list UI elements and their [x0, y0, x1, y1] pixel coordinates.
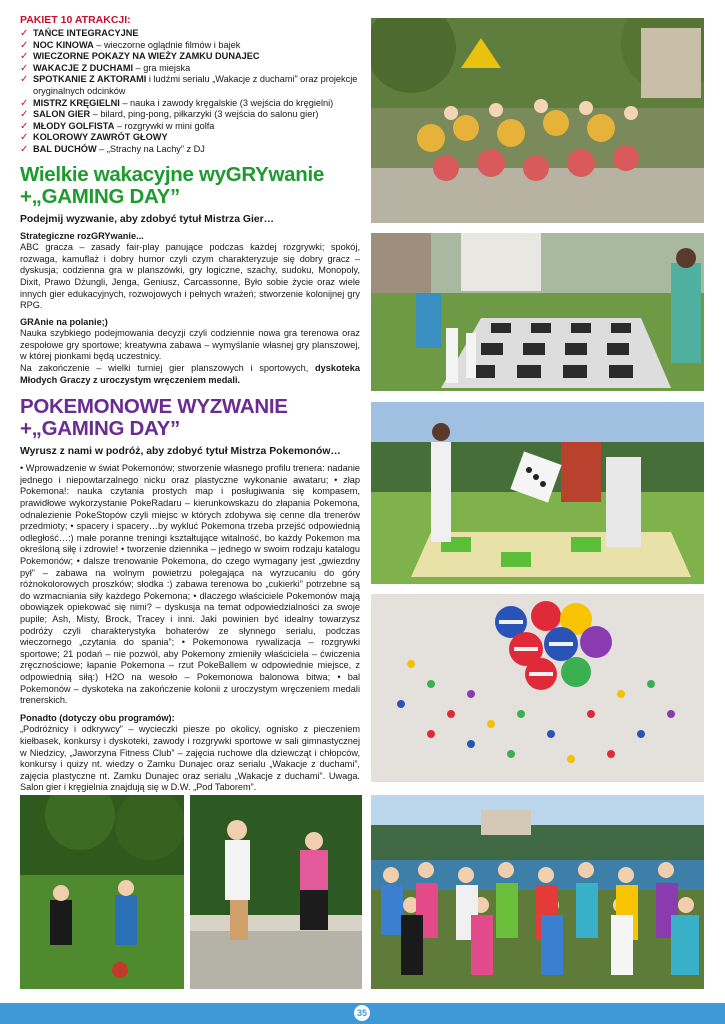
attraction-item: [20, 109, 360, 121]
attraction-text: [33, 109, 318, 121]
attraction-text: [33, 40, 240, 52]
attraction-desc: – rozgrywki w mini golfa: [114, 120, 215, 131]
checkmark-icon: ✓: [20, 62, 29, 74]
checkmark-icon: ✓: [20, 120, 29, 132]
package-title: PAKIET 10 ATRAKCJI:: [20, 14, 131, 26]
attraction-name: WIECZORNE POKAZY NA WIEŻY ZAMKU DUNAJEC: [33, 51, 260, 62]
text-column: [20, 14, 360, 794]
attraction-name: NOC KINOWA: [33, 39, 94, 50]
attraction-item: [20, 132, 360, 144]
attraction-desc: i ludźmi serialu „Wakacje z duchami” oraz projekcje oryginalnych odcinków: [33, 74, 358, 96]
gaming-title-line1: Wielkie wakacyjne wyGRYwanie: [20, 162, 324, 186]
gaming-finale-plain: Na zakończenie – wielki turniej gier planszowych i sportowych,: [20, 363, 316, 374]
checkmark-icon: ✓: [20, 109, 29, 121]
attraction-name: WAKACJE Z DUCHAMI: [33, 62, 134, 73]
gaming-text-strategy: ABC gracza – zasady fair-play panujące podczas każdej rozgrywki; spokój, rozwaga, kamuflaż i dobry humor czyli czym charakteryzuje się dobry gracz – dyskusja; codzienna gra w planszówki, gry logiczne, szachy, sudoku, Monopoly, Dixit, Prawo Dżungli, Jenga, Geniusz, Carcassonne, Było sobie życie oraz wiele innych gier edukacyjnych, rozwojowych i pełnych wrażeń; stworzenie kolonijnej gry RPG.: [20, 242, 360, 311]
attraction-name: MŁODY GOLFISTA: [33, 120, 115, 131]
attraction-name: BAL DUCHÓW: [33, 143, 97, 154]
attraction-item: [20, 121, 360, 133]
attraction-desc: – bilard, ping-pong, piłkarzyki (3 wejścia do salonu gier): [90, 109, 319, 120]
attraction-name: MISTRZ KRĘGIELNI: [33, 97, 120, 108]
page-number: 35: [353, 1004, 371, 1022]
photo-minigolf: [190, 795, 362, 989]
pokemon-title-line1: POKEMONOWE WYZWANIE: [20, 395, 288, 419]
attraction-text: [33, 121, 214, 133]
attraction-desc: – gra miejska: [133, 62, 191, 73]
pokemon-title-line2: +„GAMING DAY”: [20, 417, 180, 441]
gaming-title-line2: +„GAMING DAY”: [20, 184, 180, 208]
photo-football: [20, 795, 184, 989]
attraction-name: KOLOROWY ZAWRÓT GŁOWY: [33, 132, 168, 143]
gaming-text-finale: [20, 363, 360, 386]
attraction-item: [20, 40, 360, 52]
attraction-item: [20, 63, 360, 75]
attraction-name: SPOTKANIE Z AKTORAMI: [33, 74, 147, 85]
extra-label: Ponadto (dotyczy obu programów):: [20, 712, 175, 723]
gaming-subtitle: Podejmij wyzwanie, aby zdobyć tytuł Mistrza Gier…: [20, 213, 275, 225]
extra-text: „Podróżnicy i odkrywcy” – wycieczki piesze po okolicy, ognisko z pieczeniem kiełbasek, konkursy i dyskoteki, zawody i rozgrywki sportowe w sali gimnastycznej w Niedzicy, „Jaworzyna Fitness Club” – zajęcia ruchowe dla dziewcząt i chłopców, konkursy i quizy nt. wiedzy o Zamku Dunajec oraz serialu „Wakacje z duchami”, zajęcia plastyczne nt. Zamku Dunajec oraz serialu „Wakacje z duchami”. Uwaga. Salon gier i kręgielnia znajdują się w D.W. „Pod Taborem”.: [20, 724, 360, 793]
gaming-finale-bold: dyskoteka Młodych Graczy z uroczystym wręczeniem medali.: [20, 363, 360, 385]
attraction-name: SALON GIER: [33, 109, 91, 120]
checkmark-icon: ✓: [20, 74, 29, 86]
attraction-item: [20, 51, 360, 63]
attraction-item: [20, 74, 360, 97]
gaming-title: [20, 164, 360, 208]
photo-big-dice: [371, 402, 704, 584]
checkmark-icon: ✓: [20, 28, 29, 39]
pokemon-title: [20, 396, 360, 440]
gaming-label-field: GRAnie na polanie;): [20, 316, 108, 327]
attraction-text: [33, 28, 139, 40]
attraction-text: [33, 63, 190, 75]
attraction-desc: – nauka i zawody kręgalskie (3 wejścia do kręgielni): [119, 97, 334, 108]
attraction-name: TAŃCE INTEGRACYJNE: [33, 28, 139, 38]
photo-group-castle: [371, 18, 704, 223]
photo-pokeballs: [371, 594, 704, 782]
photo-giant-chess: [371, 233, 704, 391]
attraction-item: [20, 98, 360, 110]
attraction-text: [33, 51, 259, 63]
attraction-desc: – wieczorne oglądnie filmów i bajek: [93, 39, 241, 50]
attraction-text: [33, 132, 168, 144]
gaming-text-field: Nauka szybkiego podejmowania decyzji czyli codziennie nowa gra terenowa oraz zespołowe gry sportowe; kreatywna zabawa – wymyślanie własnej gry planszowej, w której pionkami będą uczestnicy.: [20, 328, 360, 362]
pokemon-text: • Wprowadzenie w świat Pokemonów; stworzenie własnego profilu trenera: nadanie jednego i niepowtarzalnego nicku oraz plastyczne wykonanie awataru; • złap Pokemona!: nauka czytania prostych map i posługiwania się kompasem, prawidłowe wykorzystanie PokeRadaru – kierunkowskazu do złapania Pokemona, odnalezienie PokeStopów czyli miejsc w których zdobywa się cenne dla trenerów przedmioty; • spacery i spacery…by wykluć Pokemona trzeba przejść odpowiednią odległość…:) małe poranne treningi kształtujące witalność, bo każdy Pokemon ma określoną siłę i zdrowie! • tworzenie dziennika – jednego w swoim rodzaju katalogu Pokemonów; • dalsze trenowanie Pokemona, do czego wymagany jest „gwiezdny pył” – zabawa na wolnym powietrzu polegająca na wyrzucaniu do góry różnokolorowych proszków; słodka :) zabawa terenowa bo „cukierki” potrzebne są do wzmacniania siły każdego Pokemona; • dlaczego właściciele Pokemonów mają obowiązek opiekować się nimi? – dyskusja na temat odpowiedzialności za swoje pupile; Ash, Misty, Brock, Tracey i inni. Jaki powinien być idealny towarzysz podróży czyli charakterystyka bohaterów ze słynnego serialu, podczas wieczornego „czytania do spania”; • Pokemonowa rywalizacja – rozgrywki sportowe; 21 podań – nie pozwól, aby Pokemony zmieniły właściciela – ćwiczenia zręcznościowe; łapanie Pokemona – rzut PokeBallem w odpowiednie miejsce, z odpowiednią siłą:) H2O na wesoło – Pokemonowa balonowa bitwa; • bal Pokemonów – dyskoteka na zakończenie kolonii z uroczystym wręczeniem medali trenerskich.: [20, 463, 360, 706]
checkmark-icon: ✓: [20, 51, 29, 63]
gaming-label-strategy: Strategiczne rozGRYwanie...: [20, 230, 144, 241]
attraction-text: [33, 144, 205, 156]
checkmark-icon: ✓: [20, 97, 29, 109]
attraction-item: [20, 28, 360, 40]
checkmark-icon: ✓: [20, 39, 29, 51]
attractions-list: [20, 28, 360, 156]
checkmark-icon: ✓: [20, 132, 29, 144]
checkmark-icon: ✓: [20, 143, 29, 155]
attraction-text: [33, 98, 333, 110]
attraction-text: [33, 74, 360, 97]
photo-group-lake: [371, 795, 704, 989]
attraction-desc: – „Strachy na Lachy” z DJ: [96, 143, 205, 154]
attraction-item: [20, 144, 360, 156]
pokemon-subtitle: Wyrusz z nami w podróż, aby zdobyć tytuł Mistrza Pokemonów…: [20, 446, 341, 458]
